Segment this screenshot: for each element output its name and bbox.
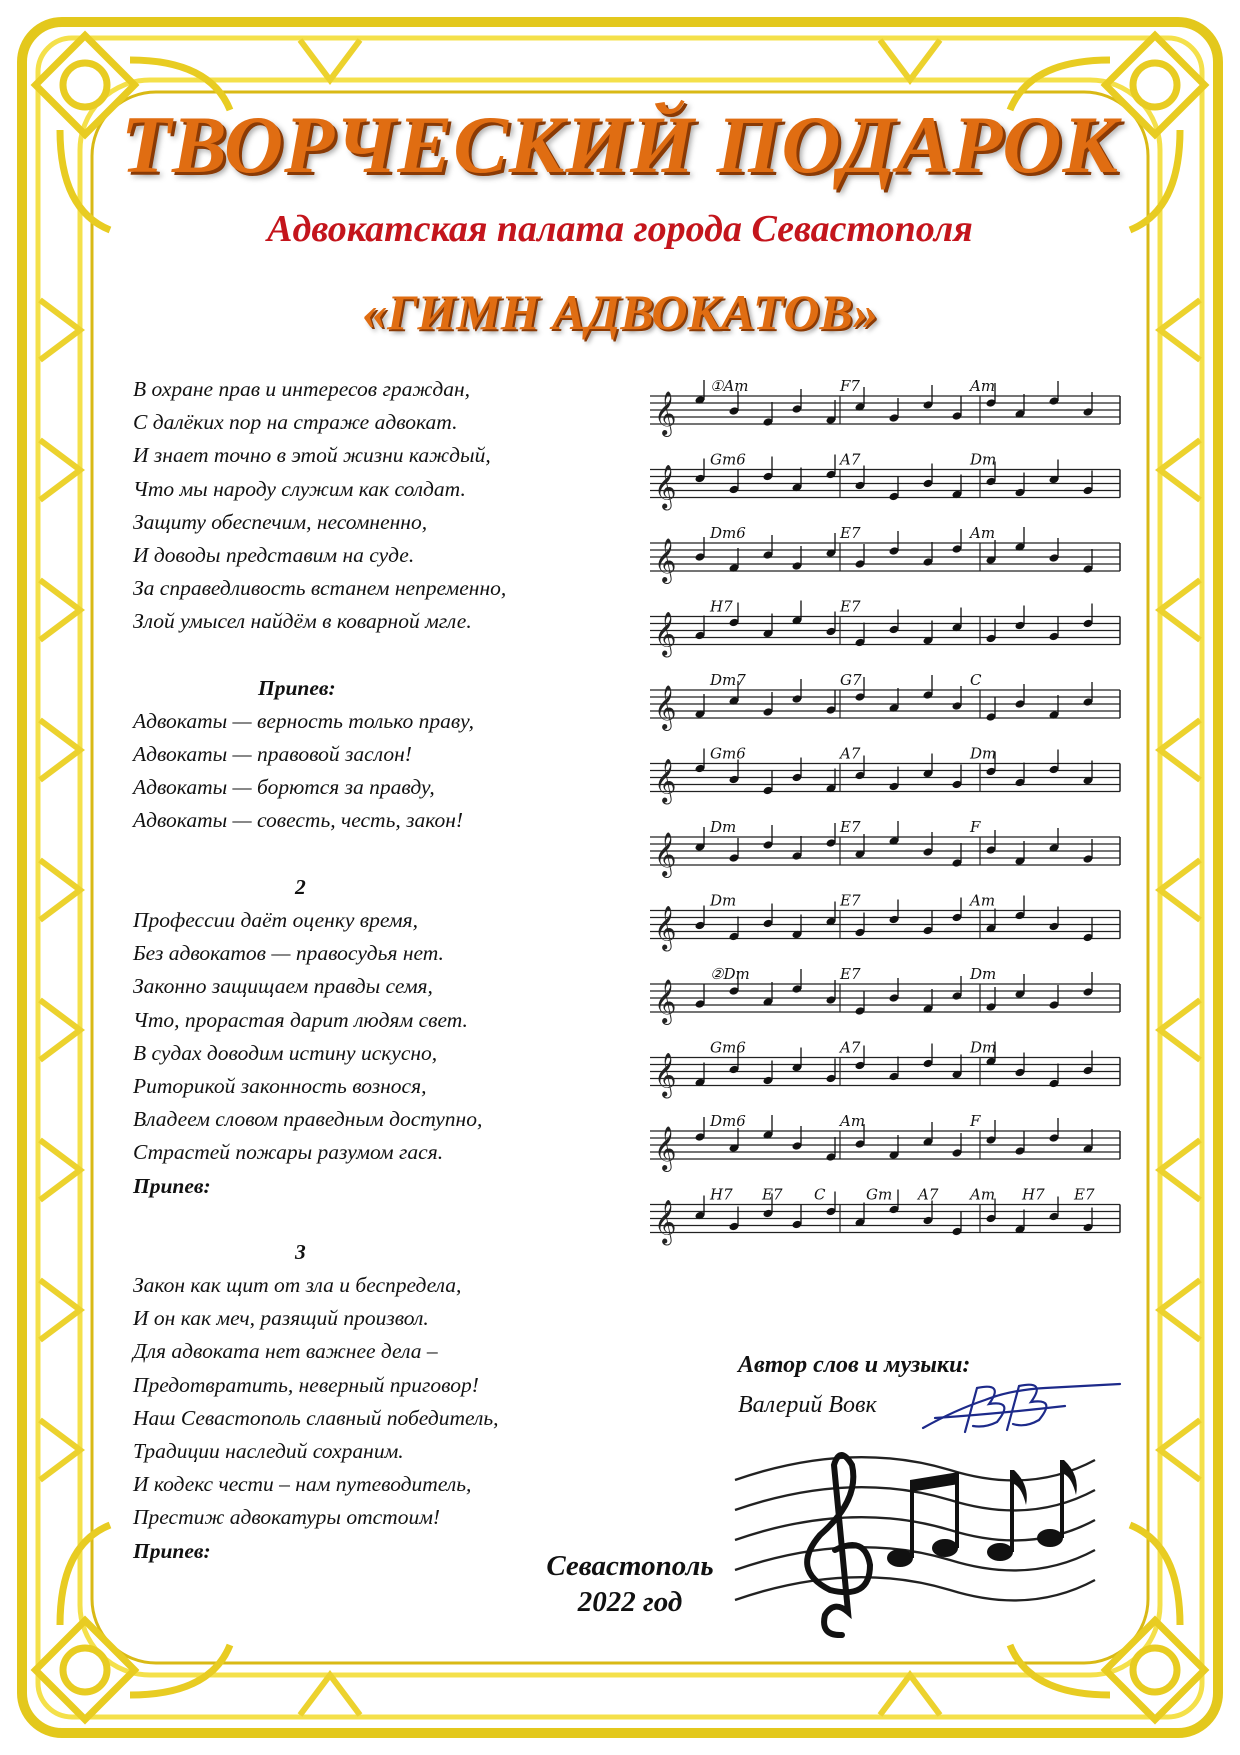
chord-label: G7 <box>840 671 862 689</box>
lyrics-block <box>133 373 653 1568</box>
lyrics-gap <box>133 1203 653 1236</box>
lyrics-line: Профессии даёт оценку время, <box>133 908 418 932</box>
chord-label: ②Dm <box>710 965 750 983</box>
chord-label: Gm6 <box>710 1038 746 1057</box>
lyrics-line: В охране прав и интересов граждан, <box>133 377 471 401</box>
music-staff <box>650 524 1120 584</box>
chord-label: E7 <box>840 524 861 542</box>
lyrics-line: И доводы представим на суде. <box>133 542 415 567</box>
footer-place-date <box>510 1548 750 1620</box>
chord-label: Dm <box>970 965 997 983</box>
chord-label: C <box>814 1185 826 1204</box>
lyrics-line: 2 <box>295 874 306 899</box>
chord-label: C <box>970 671 982 689</box>
chord-label: E7 <box>840 965 861 983</box>
lyrics-line: Припев: <box>133 1538 211 1563</box>
chord-label: Dm <box>970 450 997 469</box>
chord-label: ①Am <box>710 380 749 395</box>
treble-clef-icon: 𝄞 <box>654 393 677 435</box>
chord-label: F <box>970 818 981 836</box>
chord-label: Dm <box>710 891 737 910</box>
lyrics-line: Страстей пожары разумом гася. <box>133 1140 444 1165</box>
chord-label: F7 <box>840 380 860 395</box>
lyrics-line: Адвокаты — правовой заслон! <box>133 742 412 767</box>
lyrics-line: Законно защищаем правды семя, <box>133 974 433 999</box>
chord-label: Dm <box>970 744 997 763</box>
music-staff <box>650 818 1120 878</box>
chord-label: Gm6 <box>710 744 746 763</box>
chord-label: Gm <box>866 1185 893 1204</box>
lyrics-line: Предотвратить, неверный приговор! <box>133 1372 479 1397</box>
lyrics-line: Защиту обеспечим, несомненно, <box>133 509 428 534</box>
music-staff <box>650 965 1120 1025</box>
lyrics-line: Владеем словом праведным доступно, <box>133 1107 483 1132</box>
chord-label: A7 <box>840 1038 861 1057</box>
treble-clef-icon: 𝄞 <box>654 613 677 656</box>
chord-label: Dm7 <box>710 671 746 689</box>
lyrics-line: И он как меч, разящий произвол. <box>133 1306 429 1331</box>
chord-label: Am <box>970 524 996 542</box>
lyrics-line: 3 <box>295 1239 306 1264</box>
lyrics-gap <box>133 639 653 672</box>
treble-clef-icon: 𝄞 <box>654 687 677 729</box>
chord-label: E7 <box>840 597 861 616</box>
chord-label: E7 <box>762 1185 783 1204</box>
lyrics-line: Риторикой законность вознося, <box>133 1073 427 1098</box>
chord-label: Dm6 <box>710 1112 746 1130</box>
lyrics-line: Традиции наследий сохраним. <box>133 1439 404 1463</box>
music-staff <box>650 892 1120 952</box>
author-name: Валерий Вовк <box>738 1392 877 1418</box>
music-staff <box>650 1039 1120 1099</box>
treble-clef-icon: 𝄞 <box>654 540 677 582</box>
music-staff <box>650 1112 1120 1172</box>
lyrics-line: Злой умысел найдём в коварной мгле. <box>133 609 472 634</box>
lyrics-gap <box>133 838 653 871</box>
chord-label: Am <box>970 1185 996 1204</box>
treble-clef-icon: 𝄞 <box>654 1054 677 1097</box>
chord-label: Am <box>970 380 996 395</box>
lyrics-line: Адвокаты — борются за правду, <box>133 775 435 800</box>
music-staff <box>650 1186 1120 1246</box>
music-staff <box>650 671 1120 731</box>
treble-clef-icon: 𝄞 <box>654 760 677 803</box>
lyrics-line: Адвокаты — совесть, честь, закон! <box>133 808 464 833</box>
lyrics-line: И знает точно в этой жизни каждый, <box>133 443 491 468</box>
lyrics-line: Без адвокатов — правосудья нет. <box>133 941 444 966</box>
chord-label: A7 <box>918 1185 939 1204</box>
lyrics-line: За справедливость встанем непременно, <box>133 576 507 601</box>
chord-label: A7 <box>840 450 861 469</box>
chord-label: H7 <box>710 1185 733 1204</box>
music-staff <box>650 745 1120 805</box>
chord-label: Dm <box>710 818 737 836</box>
lyrics-line: Что, прорастая дарит людям свет. <box>133 1007 468 1032</box>
lyrics-line: В судах доводим истину искусно, <box>133 1040 438 1065</box>
treble-clef-icon: 𝄞 <box>654 466 677 509</box>
treble-clef-icon: 𝄞 <box>654 907 677 950</box>
lyrics-line: Припев: <box>258 675 336 700</box>
chord-label: E7 <box>840 818 861 836</box>
lyrics-line: Что мы народу служим как солдат. <box>133 476 466 501</box>
chord-label: E7 <box>1074 1185 1095 1204</box>
treble-clef-icon: 𝄞 <box>654 834 677 876</box>
music-staff <box>650 380 1120 437</box>
chord-label: H7 <box>710 597 733 616</box>
lyrics-line: Припев: <box>133 1173 211 1198</box>
footer-year: 2022 год <box>577 1586 683 1618</box>
page-title: ТВОРЧЕСКИЙ ПОДАРОК <box>120 99 1120 190</box>
lyrics-line: Адвокаты — верность только праву, <box>133 708 474 733</box>
hymn-title: «ГИМН АДВОКАТОВ» <box>362 284 878 340</box>
chord-label: F <box>970 1112 981 1130</box>
lyrics-line: Престиж адвокатуры отстоим! <box>133 1505 441 1530</box>
lyrics-line: Закон как щит от зла и беспредела, <box>133 1273 462 1298</box>
music-staff <box>650 451 1120 511</box>
author-signature <box>915 1370 1125 1445</box>
chord-label: A7 <box>840 744 861 763</box>
lyrics-line: И кодекс чести – нам путеводитель, <box>133 1472 472 1497</box>
treble-clef-icon: 𝄞 <box>654 981 677 1023</box>
chord-label: Am <box>970 891 996 910</box>
music-staff <box>650 598 1120 658</box>
sheet-music <box>650 380 1130 1320</box>
music-notes-illustration <box>730 1440 1100 1650</box>
chord-label: Dm6 <box>710 524 746 542</box>
chord-label: Dm <box>970 1038 997 1057</box>
footer-city: Севастополь <box>546 1550 714 1582</box>
treble-clef-icon: 𝄞 <box>654 1201 677 1244</box>
chord-label: H7 <box>1022 1185 1045 1204</box>
page-subtitle: Адвокатская палата города Севастополя <box>267 208 973 250</box>
lyrics-line: Для адвоката нет важнее дела – <box>133 1339 438 1364</box>
treble-clef-icon: 𝄞 <box>654 1128 677 1170</box>
chord-label: Am <box>840 1112 866 1130</box>
lyrics-line: Наш Севастополь славный победитель, <box>133 1405 499 1430</box>
author-label: Автор слов и музыки: <box>738 1352 971 1378</box>
chord-label: E7 <box>840 891 861 910</box>
lyrics-line: С далёких пор на страже адвокат. <box>133 410 458 435</box>
chord-label: Gm6 <box>710 450 746 469</box>
